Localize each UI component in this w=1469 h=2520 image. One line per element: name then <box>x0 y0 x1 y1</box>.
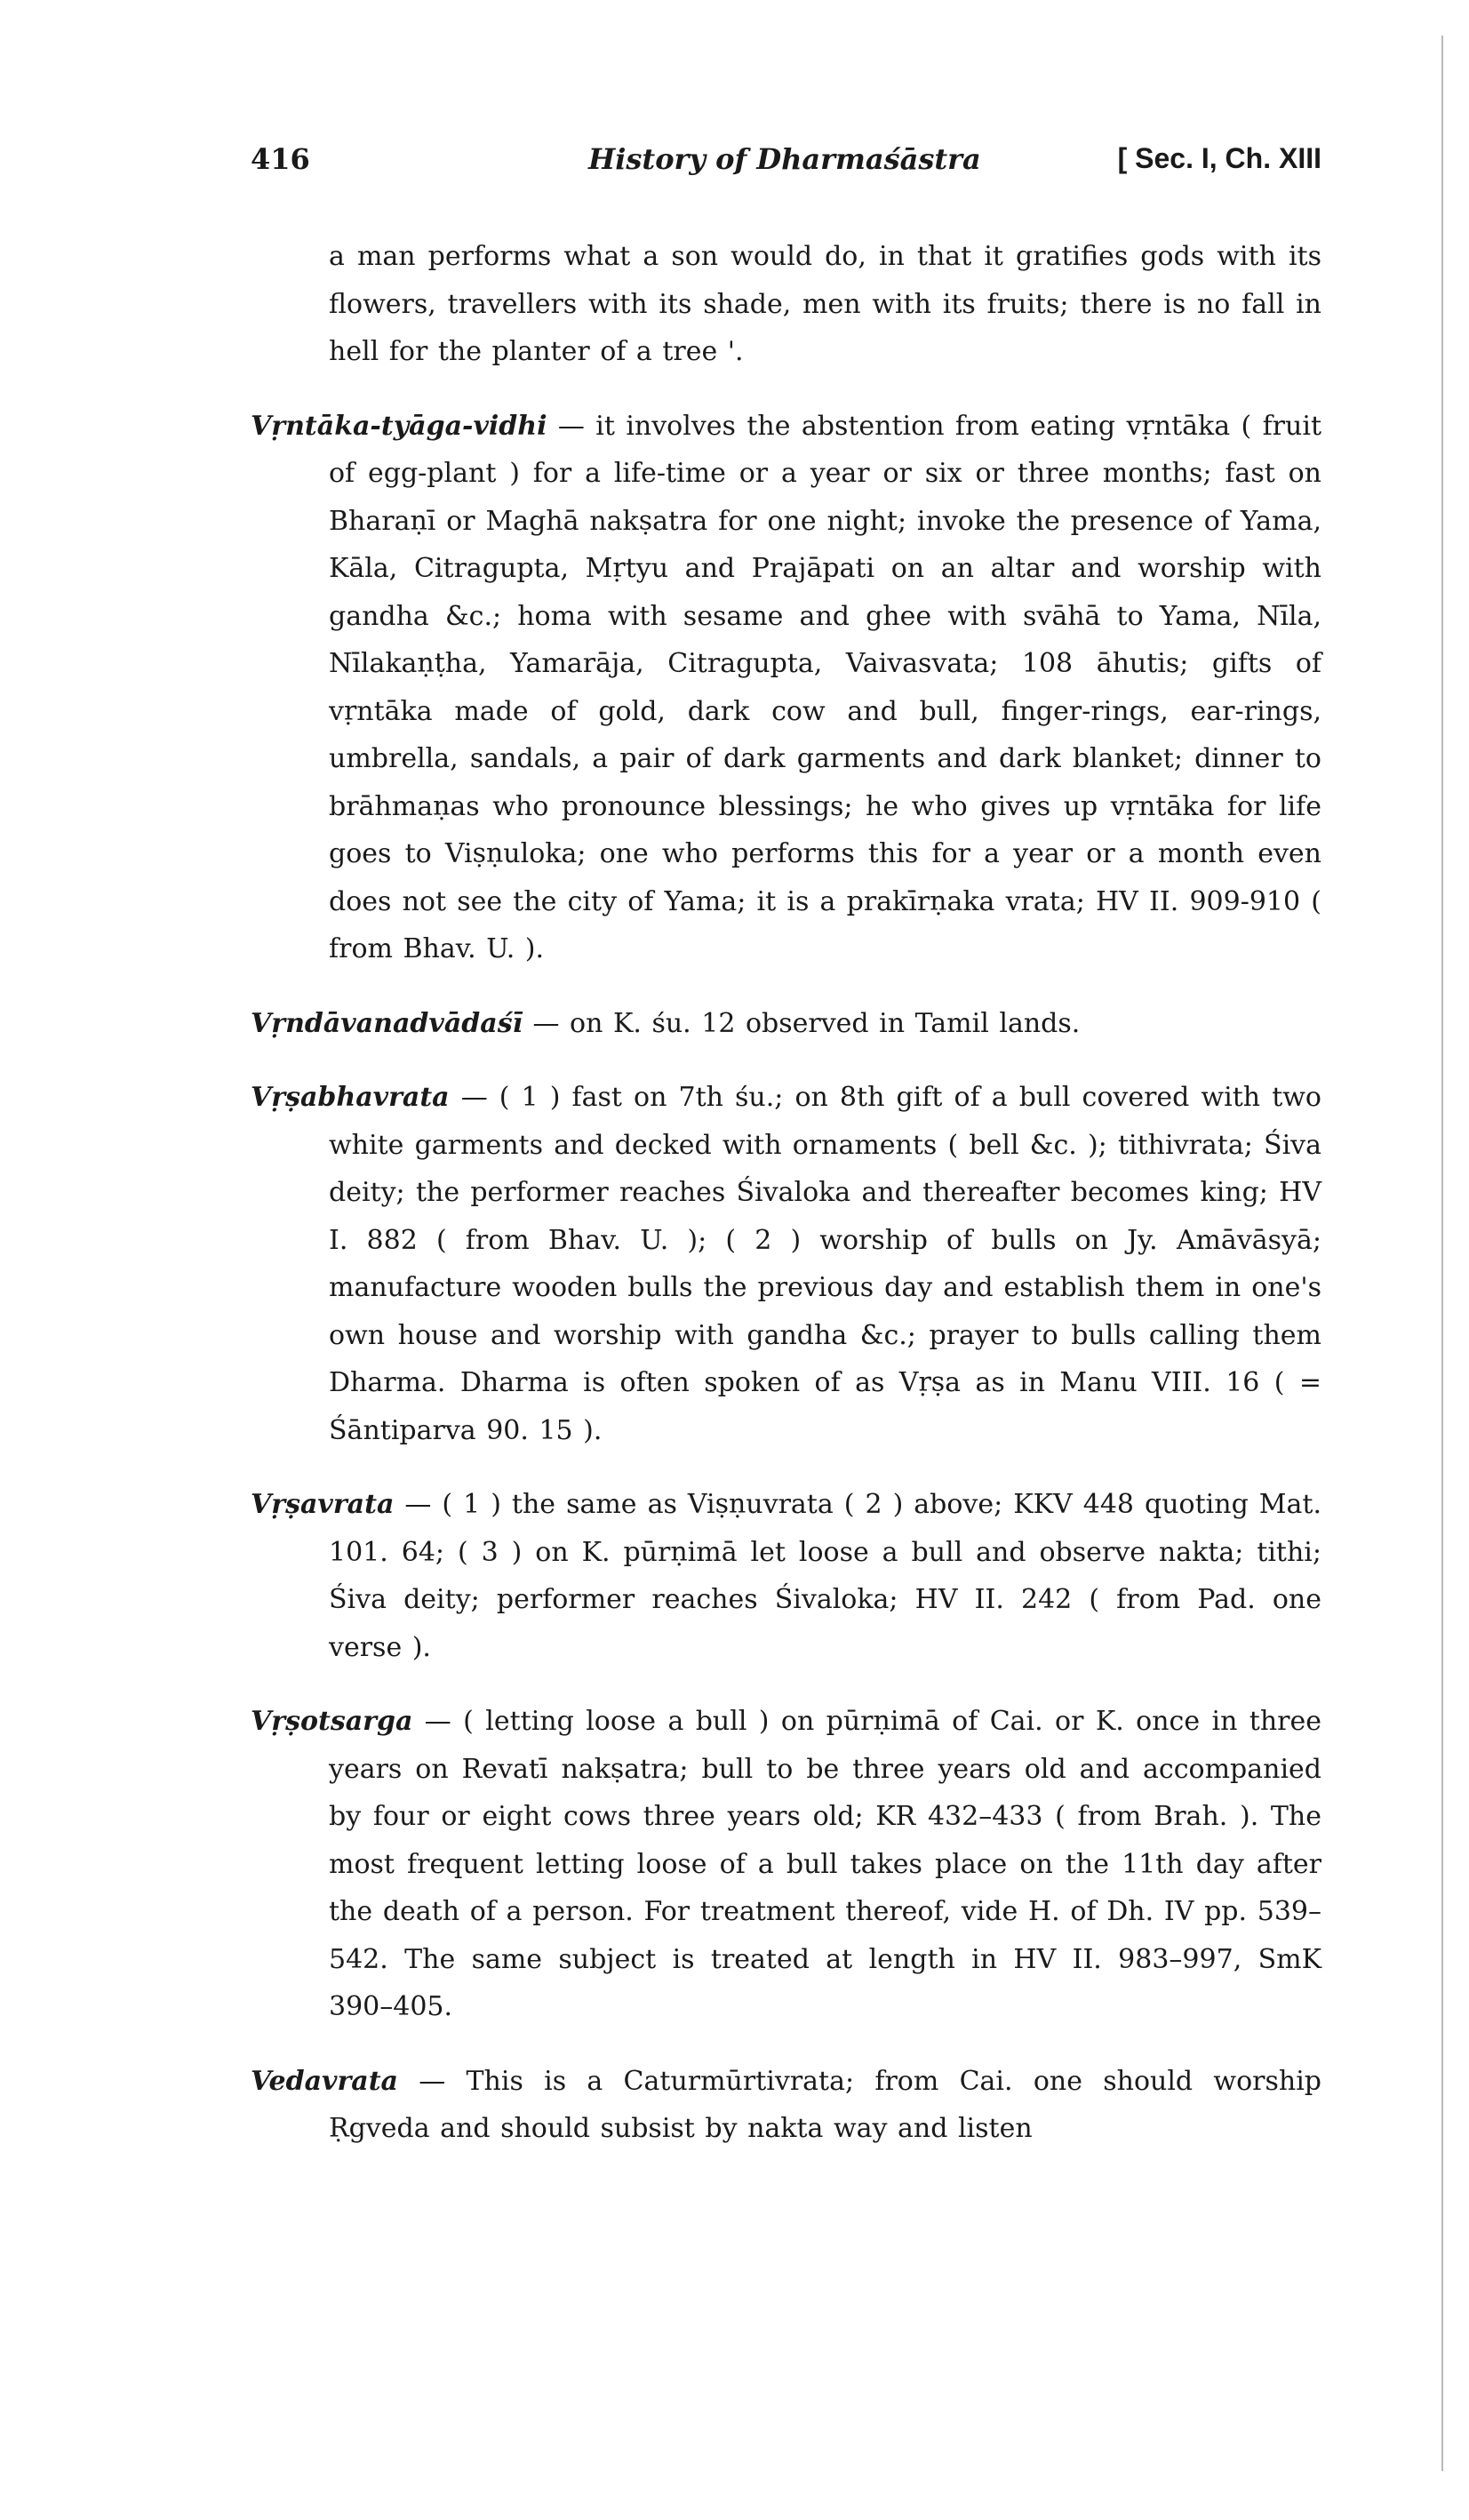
entry-term: Vedavrata <box>251 2065 398 2097</box>
entry-term: Vṛṣabhavrata <box>251 1082 450 1113</box>
entry-term: Vṛntāka-tyāga-vidhi <box>251 410 547 442</box>
section-reference: [ Sec. I, Ch. XIII <box>1117 142 1321 174</box>
entry-body: — This is a Caturmūrtivrata; from Cai. one should worship Ṛgveda and should subsist by nakta way and listen <box>329 2065 1321 2144</box>
entry-body: — ( letting loose a bull ) on pūrṇimā of Cai. or K. once in three years on Revatī nakṣatra; bull to be three years old and accompanied by four or eight cows three years old; KR 432–433 ( from Brah. ). The most frequent letting loose of a bull takes place on the 11th day after the death of a person. For treatment thereof, vide H. of Dh. IV pp. 539–542. The same subject is treated at length in HV II. 983–997, SmK 390–405. <box>329 1706 1321 2022</box>
entry-term: Vṛndāvanadvādaśī <box>251 1007 523 1039</box>
entry-term: Vṛṣavrata <box>251 1489 395 1520</box>
page-body <box>251 233 1321 2180</box>
page-edge-line <box>1441 36 1443 2471</box>
entry-body: a man performs what a son would do, in that it gratifies gods with its flowers, travellers with its shade, men with its fruits; there is no fall in hell for the planter of a tree '. <box>329 241 1321 367</box>
entry-body: — it involves the abstention from eating vṛntāka ( fruit of egg-plant ) for a life-time or a year or six or three months; fast on Bharaṇī or Maghā nakṣatra for one night; invoke the presence of Yama, Kāla, Citragupta, Mṛtyu and Prajāpati on an altar and worship with gandha &c.; homa with sesame and ghee with svāhā to Yama, Nīla, Nīlakaṇṭha, Yamarāja, Citragupta, Vaivasvata; 108 āhutis; gifts of vṛntāka made of gold, dark cow and bull, finger-rings, ear-rings, umbrella, sandals, a pair of dark garments and dark blanket; dinner to brāhmaṇas who pronounce blessings; he who gives up vṛntāka for life goes to Viṣṇuloka; one who performs this for a year or a month even does not see the city of Yama; it is a prakīrṇaka vrata; HV II. 909-910 ( from Bhav. U. ). <box>329 410 1321 964</box>
running-title: History of Dharmaśāstra <box>588 142 981 176</box>
entry-vrsavrata <box>251 1481 1321 1671</box>
page-header <box>251 142 1321 187</box>
entry-vedavrata <box>251 2058 1321 2153</box>
entry-continuation <box>251 233 1321 376</box>
entry-body: — ( 1 ) the same as Viṣṇuvrata ( 2 ) above; KKV 448 quoting Mat. 101. 64; ( 3 ) on K. pūrṇimā let loose a bull and observe nakta; tithi; Śiva deity; performer reaches Śivaloka; HV II. 242 ( from Pad. one verse ). <box>329 1489 1321 1663</box>
entry-vrndavanadvadasi <box>251 1000 1321 1048</box>
entry-body: — ( 1 ) fast on 7th śu.; on 8th gift of a bull covered with two white garments and decked with ornaments ( bell &c. ); tithivrata; Śiva deity; the performer reaches Śivaloka and thereafter becomes king; HV I. 882 ( from Bhav. U. ); ( 2 ) worship of bulls on Jy. Amāvāsyā; manufacture wooden bulls the previous day and establish them in one's own house and worship with gandha &c.; prayer to bulls calling them Dharma. Dharma is often spoken of as Vṛṣa as in Manu VIII. 16 ( = Śāntiparva 90. 15 ). <box>329 1082 1321 1446</box>
entry-vrntaka-tyaga-vidhi <box>251 403 1321 973</box>
entry-vrsabhavrata <box>251 1074 1321 1454</box>
entry-term: Vṛṣotsarga <box>251 1706 413 1737</box>
entry-vrsotsarga <box>251 1698 1321 2031</box>
page-number: 416 <box>251 142 310 176</box>
entry-body: — on K. śu. 12 observed in Tamil lands. <box>522 1007 1081 1039</box>
